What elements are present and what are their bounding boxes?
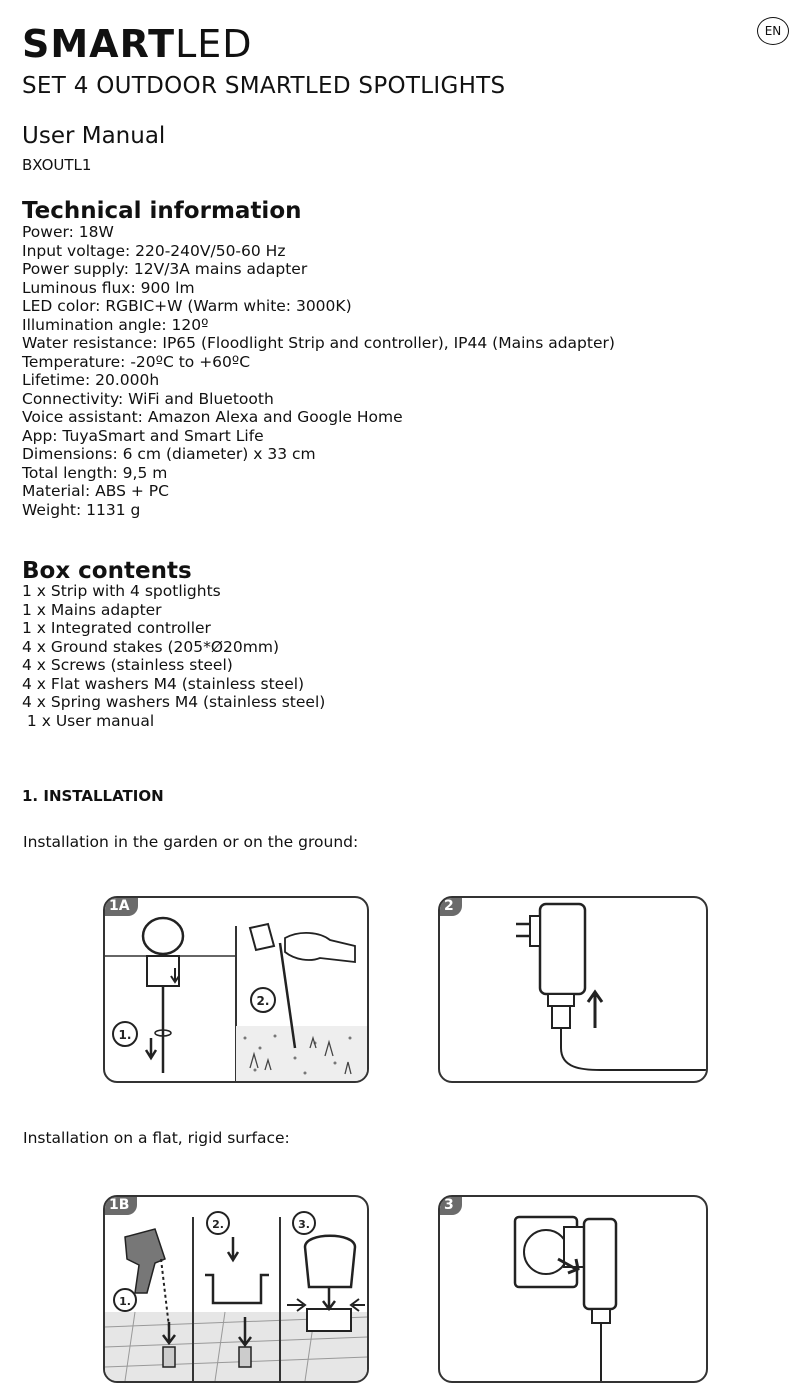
step-number: 3. [298,1218,310,1231]
spec-item: Power supply: 12V/3A mains adapter [22,260,308,278]
spec-item: Luminous flux: 900 lm [22,278,195,297]
product-subtitle: SET 4 OUTDOOR SMARTLED SPOTLIGHTS [22,73,506,99]
box-item: 4 x Spring washers M4 (stainless steel) [22,693,326,711]
figure-2 [438,896,708,1083]
box-item: 1 x Mains adapter [22,600,162,619]
adapter-connection-illustration [440,898,706,1081]
spec-item: Dimensions: 6 cm (diameter) x 33 cm [22,445,316,463]
ground-stake-illustration [105,898,367,1081]
box-item: 4 x Screws (stainless steel) [22,656,233,674]
figure-1a [103,896,369,1083]
spec-item: Temperature: -20ºC to +60ºC [22,352,251,371]
spec-item: Total length: 9,5 m [22,463,168,482]
brand-light: LED [175,22,253,66]
box-item: 4 x Ground stakes (205*Ø20mm) [22,637,279,656]
spec-item: Material: ABS + PC [22,482,169,500]
surface-mount-illustration [105,1197,367,1381]
spec-item: Lifetime: 20.000h [22,371,160,389]
spec-item: Illumination angle: 120º [22,315,209,334]
step-number: 2. [212,1218,224,1231]
figure-3 [438,1195,708,1383]
technical-list [22,223,615,519]
technical-heading: Technical information [22,198,302,224]
step-number: 2. [256,994,270,1008]
spec-item: Weight: 1131 g [22,500,141,519]
garden-installation-text: Installation in the garden or on the ground: [23,833,359,851]
figure-1b [103,1195,369,1383]
figure-label: 1A [103,896,138,916]
spec-item: Power: 18W [22,223,114,241]
language-badge: EN [757,17,789,45]
spec-item: Connectivity: WiFi and Bluetooth [22,389,274,408]
installation-heading: 1. INSTALLATION [22,787,164,805]
box-item: 1 x User manual [22,711,155,730]
spec-item: LED color: RGBIC+W (Warm white: 3000K) [22,297,352,315]
figure-label: 2 [438,896,462,916]
manual-title: User Manual [22,123,166,149]
flat-installation-text: Installation on a flat, rigid surface: [23,1129,290,1147]
box-heading: Box contents [22,558,192,584]
figure-label: 1B [103,1195,137,1215]
box-item: 1 x Integrated controller [22,619,211,637]
box-list [22,582,325,730]
brand-bold: SMART [22,22,176,66]
step-number: 1. [119,1295,131,1308]
spec-item: Input voltage: 220-240V/50-60 Hz [22,241,286,260]
spec-item: Voice assistant: Amazon Alexa and Google Home [22,408,403,426]
box-item: 1 x Strip with 4 spotlights [22,582,221,600]
spec-item: Water resistance: IP65 (Floodlight Strip and controller), IP44 (Mains adapter) [22,334,615,352]
step-number: 1. [118,1028,132,1042]
figure-label: 3 [438,1195,462,1215]
box-item: 4 x Flat washers M4 (stainless steel) [22,674,305,693]
wall-socket-illustration [440,1197,706,1381]
spec-item: App: TuyaSmart and Smart Life [22,426,264,445]
brand-logo [22,22,253,66]
model-code: BXOUTL1 [22,156,92,174]
